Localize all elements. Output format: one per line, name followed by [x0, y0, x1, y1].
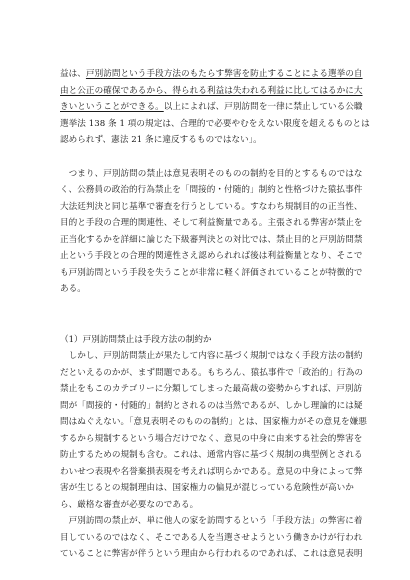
text-line: [60, 132, 370, 149]
text-line: 問が「間接的・付随的」制約とされるのは当然であるが、しかし理論的には疑: [60, 400, 363, 411]
text-segment: 認められず、憲法 21 条に違反するものではない」。: [60, 135, 262, 145]
text-line: つまり、戸別訪問の禁止は意見表明そのものの制約を目的とするものではな: [60, 168, 363, 179]
paragraph-3: [60, 348, 370, 513]
underlined-text: 戸別訪問という手段方法のもたらす弊害を防止することによる選挙の自: [85, 69, 363, 79]
underlined-text: きいということができる。: [60, 102, 164, 112]
text-line: わいせつ表現や名誉棄損表現を考えれば明らかである。意見の中身によって弊: [60, 466, 363, 477]
text-line: ある。: [60, 284, 86, 294]
paragraph-4: [60, 513, 370, 563]
section-heading: （1）戸別訪問禁止は手段方法の制約か: [60, 334, 212, 345]
text-line: 問はぬぐえない。「意見表明そのものの制約」とは、国家権力がその意見を嫌悪: [60, 417, 367, 427]
text-line: [60, 66, 370, 83]
text-line: [60, 99, 370, 116]
text-line: 大法廷判決と同じ基準で審査を行うとしている。すなわち規制目的の正当性、: [60, 201, 363, 212]
text-line: 目しているのではなく、そこである人を当選させようという働きかけが行われ: [60, 532, 363, 543]
text-line: 害が生じるとの規制理由は、国家権力の偏見が混じっている危険性が高いか: [60, 483, 354, 493]
text-line: 戸別訪問の禁止が、単に他人の家を訪問するという「手段方法」の弊害に着: [60, 516, 363, 526]
text-segment: 選挙法 138 条 1 項の規定は、合理的で必要やむをえない限度を超えるものとは: [60, 118, 370, 129]
text-line: 禁止をもこのカテゴリーに分類してしまった最高裁の姿勢からすれば、戸別訪: [60, 384, 363, 394]
underlined-text: 由と公正の確保であるから、得られる利益は失われる利益に比してはるかに大: [60, 85, 363, 96]
text-line: するから規制するという場合だけでなく、意見の中身に由来する社会的弊害を: [60, 433, 363, 444]
text-line: く、公務員の政治的行為禁止を「間接的・付随的」制約と性格づけた猿払事件: [60, 185, 363, 195]
text-line: 防止するための規制も含む。これは、通常内容に基づく規制の典型例とされる: [60, 450, 363, 460]
text-line: しかし、戸別訪問禁止が果たして内容に基づく規制ではなく手段方法の制約: [60, 351, 363, 361]
text-line: だといえるのかが、まず問題である。もちろん、猿払事件で「政治的」行為の: [60, 367, 364, 378]
text-line: 目的と手段の合理的関連性、そして利益衡量である。主張される弊害が禁止を: [60, 218, 363, 228]
text-segment: 益は、: [60, 69, 86, 79]
paragraph-1: [60, 66, 370, 149]
text-line: [60, 83, 370, 100]
spacer: [60, 298, 370, 332]
text-segment: 以上によれば、戸別訪問を一律に禁止している公職: [163, 102, 363, 112]
spacer: [60, 149, 370, 166]
text-line: 止という手段との合理的関連性さえ認められれば後は利益衡量となり、そこで: [60, 251, 363, 261]
text-line: ていることに弊害が伴うという理由から行われるのであれば、これは意見表明: [60, 549, 363, 559]
text-line: ら、厳格な審査が必要なのである。: [60, 499, 199, 510]
text-line: 正当化するかを詳細に論じた下級審判決との対比では、禁止目的と戸別訪問禁: [60, 234, 363, 245]
text-line: [60, 116, 370, 133]
paragraph-2: [60, 166, 370, 298]
text-line: も戸別訪問という手段を失うことが非常に軽く評価されていることが特徴的で: [60, 267, 363, 278]
